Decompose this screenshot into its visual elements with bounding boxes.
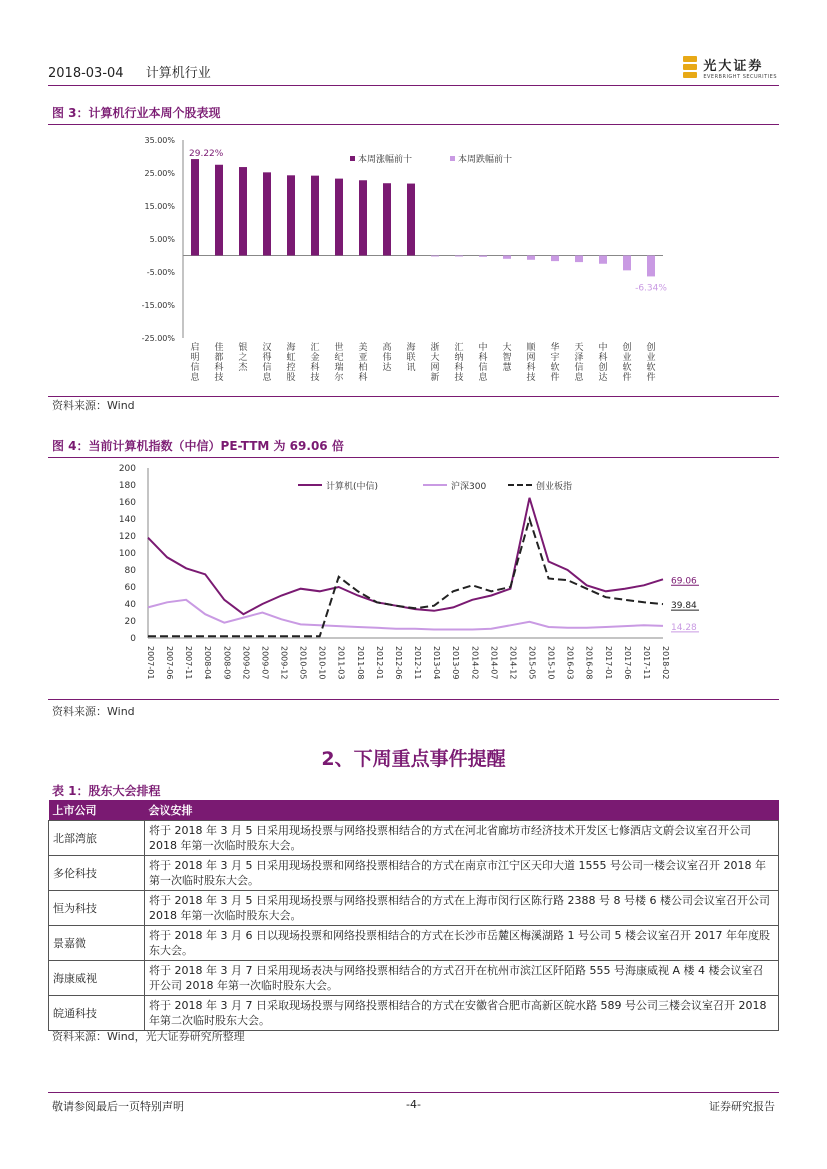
category-label-char: 业 — [646, 353, 656, 363]
category-label-char: 科 — [478, 353, 488, 363]
x-tick-label: 2009-07 — [260, 646, 270, 680]
bar — [407, 184, 415, 256]
bar — [455, 256, 463, 257]
y-tick-label: -15.00% — [141, 301, 175, 310]
category-label-char: 科 — [214, 363, 224, 373]
logo-icon — [683, 56, 697, 78]
x-tick-label: 2011-03 — [336, 646, 346, 680]
bar — [239, 167, 247, 255]
schedule-cell: 将于 2018 年 3 月 7 日采取现场投票与网络投票相结合的方式在安徽省合肥市高新区皖水路 589 号公司三楼会议室召开 2018 年第二次临时股东大会。 — [145, 996, 779, 1031]
x-tick-label: 2008-09 — [222, 646, 232, 680]
figure4-bottom-divider — [48, 699, 779, 700]
category-label-char: 纳 — [454, 353, 464, 363]
x-tick-label: 2012-11 — [413, 646, 423, 680]
category-label-char: 银 — [238, 343, 248, 353]
x-tick-label: 2017-01 — [603, 646, 613, 680]
x-tick-label: 2015-05 — [527, 646, 537, 680]
figure4-divider — [48, 457, 779, 458]
y-tick-label: -5.00% — [146, 268, 175, 277]
category-label-char: 之 — [238, 353, 248, 363]
table-row — [49, 996, 779, 1031]
category-label-char: 件 — [550, 373, 560, 383]
category-label-char: 泽 — [574, 353, 584, 363]
figure4-source: 资料来源：Wind — [52, 705, 135, 718]
x-tick-label: 2009-02 — [241, 646, 251, 680]
y-tick-label: 120 — [118, 532, 136, 542]
figure3-title: 图 3：计算机行业本周个股表现 — [52, 106, 221, 120]
series-line — [148, 498, 663, 614]
category-label-char: 大 — [430, 353, 440, 363]
category-label-char: 汇 — [310, 343, 320, 353]
bar — [263, 172, 271, 255]
legend-label: 计算机(中信) — [326, 482, 379, 492]
category-label-char: 宇 — [550, 353, 560, 363]
category-label-char: 海 — [286, 343, 296, 353]
x-tick-label: 2014-02 — [470, 646, 480, 680]
bar — [287, 175, 295, 255]
category-label-char: 佳 — [214, 343, 224, 353]
category-label-char: 天 — [574, 343, 584, 353]
x-tick-label: 2018-02 — [661, 646, 670, 680]
bar — [551, 256, 559, 262]
bar — [311, 176, 319, 256]
stock-performance-bar-chart — [48, 128, 779, 394]
y-tick-label: 140 — [118, 515, 136, 525]
legend-swatch — [350, 156, 355, 161]
table-header-row — [49, 800, 779, 821]
category-label-char: 中 — [598, 343, 608, 353]
x-tick-label: 2014-12 — [508, 646, 518, 680]
company-cell: 皖通科技 — [49, 996, 145, 1031]
pe-ttm-line-chart — [48, 460, 779, 698]
category-label-char: 得 — [262, 353, 272, 363]
column-header-schedule: 会议安排 — [145, 800, 779, 821]
category-label-char: 技 — [310, 373, 320, 383]
column-header-company: 上市公司 — [49, 800, 145, 821]
industry-name: 计算机行业 — [145, 66, 211, 81]
category-label-char: 业 — [622, 353, 632, 363]
category-label-char: 创 — [646, 343, 656, 353]
category-label-char: 顺 — [526, 343, 536, 353]
y-tick-label: 25.00% — [144, 169, 175, 178]
category-label-char: 科 — [358, 373, 368, 383]
legend-label: 创业板指 — [536, 482, 573, 492]
schedule-cell: 将于 2018 年 3 月 5 日采用现场投票与网络投票相结合的方式在河北省廊坊市经济技术开发区七修酒店文蔚会议室召开公司 2018 年第一次临时股东大会。 — [145, 821, 779, 856]
table-row — [49, 961, 779, 996]
legend-label: 本周涨幅前十 — [358, 155, 413, 165]
y-tick-label: 160 — [118, 498, 136, 508]
legend-label: 沪深300 — [451, 482, 487, 492]
x-tick-label: 2016-08 — [584, 646, 594, 680]
legend-label: 本周跌幅前十 — [458, 155, 513, 165]
bar — [359, 180, 367, 255]
schedule-cell: 将于 2018 年 3 月 5 日采用现场投票和网络投票相结合的方式在南京市江宁区天印大道 1555 号公司一楼会议室召开 2018 年第一次临时股东大会。 — [145, 856, 779, 891]
figure3-source: 资料来源：Wind — [52, 399, 135, 412]
y-tick-label: 0 — [130, 634, 136, 644]
category-label-char: 科 — [310, 363, 320, 373]
logo-name-en: EVERBRIGHT SECURITIES — [703, 73, 777, 80]
bar — [503, 256, 511, 259]
bar — [599, 256, 607, 264]
y-tick-label: 100 — [118, 549, 136, 559]
category-label-char: 新 — [430, 373, 440, 383]
y-tick-label: 15.00% — [144, 202, 175, 211]
category-label-char: 汇 — [454, 343, 464, 353]
category-label-char: 瑞 — [334, 363, 344, 373]
series-line — [148, 519, 663, 636]
category-label-char: 网 — [430, 363, 440, 373]
table1-source: 资料来源：Wind，光大证券研究所整理 — [52, 1030, 245, 1043]
category-label-char: 软 — [622, 363, 632, 373]
header-info — [48, 62, 229, 81]
category-label-char: 纪 — [334, 353, 344, 363]
category-label-char: 信 — [478, 363, 488, 373]
category-label-char: 伟 — [382, 353, 392, 363]
y-tick-label: 60 — [124, 583, 136, 593]
category-label-char: 中 — [478, 343, 488, 353]
series-line — [148, 600, 663, 630]
x-tick-label: 2011-08 — [355, 646, 365, 680]
bar — [383, 183, 391, 255]
category-label-char: 高 — [382, 343, 392, 353]
bar — [527, 256, 535, 260]
x-tick-label: 2008-04 — [203, 646, 213, 680]
y-tick-label: 20 — [124, 617, 136, 627]
company-cell: 北部湾旅 — [49, 821, 145, 856]
shareholder-meeting-table — [48, 800, 779, 1031]
category-label-char: 世 — [334, 343, 344, 353]
data-label-max: 29.22% — [189, 149, 224, 160]
category-label-char: 信 — [190, 363, 200, 373]
x-tick-label: 2014-07 — [489, 646, 499, 680]
y-tick-label: 80 — [124, 566, 136, 576]
category-label-char: 海 — [406, 343, 416, 353]
figure3-bottom-divider — [48, 396, 779, 397]
end-value-label: 14.28 — [671, 622, 697, 633]
y-tick-label: 200 — [118, 464, 136, 474]
legend-swatch — [450, 156, 455, 161]
category-label-char: 技 — [526, 373, 536, 383]
category-label-char: 息 — [262, 373, 272, 383]
company-cell: 海康威视 — [49, 961, 145, 996]
category-label-char: 创 — [598, 363, 608, 373]
company-logo — [683, 54, 777, 80]
x-tick-label: 2010-05 — [298, 646, 308, 680]
category-label-char: 科 — [598, 353, 608, 363]
bar — [191, 159, 199, 255]
company-cell: 多伦科技 — [49, 856, 145, 891]
figure3-divider — [48, 124, 779, 125]
page-header — [48, 54, 779, 86]
y-tick-label: -25.00% — [141, 334, 175, 343]
category-label-char: 汉 — [262, 343, 272, 353]
category-label-char: 柏 — [358, 363, 368, 373]
x-tick-label: 2012-06 — [393, 646, 403, 680]
bar — [335, 179, 343, 256]
bar — [479, 256, 487, 257]
category-label-char: 科 — [526, 363, 536, 373]
schedule-cell: 将于 2018 年 3 月 7 日采用现场表决与网络投票相结合的方式召开在杭州市滨江区阡陌路 555 号海康威视 A 楼 4 楼会议室召开公司 2018 年第一次临时股东大会。 — [145, 961, 779, 996]
x-tick-label: 2007-06 — [165, 646, 175, 680]
category-label-char: 华 — [550, 343, 560, 353]
category-label-char: 股 — [286, 373, 296, 383]
category-label-char: 大 — [502, 343, 512, 353]
x-tick-label: 2017-11 — [641, 646, 651, 680]
category-label-char: 达 — [382, 363, 392, 373]
category-label-char: 创 — [622, 343, 632, 353]
category-label-char: 金 — [310, 353, 320, 363]
category-label-char: 息 — [478, 373, 488, 383]
category-label-char: 联 — [406, 353, 416, 363]
x-tick-label: 2009-12 — [279, 646, 289, 680]
category-label-char: 浙 — [430, 343, 440, 353]
category-label-char: 信 — [574, 363, 584, 373]
table1-title: 表 1：股东大会排程 — [52, 784, 161, 798]
x-tick-label: 2007-01 — [146, 646, 155, 680]
schedule-cell: 将于 2018 年 3 月 6 日以现场投票和网络投票相结合的方式在长沙市岳麓区梅溪湖路 1 号公司 5 楼会议室召开 2017 年年度股东大会。 — [145, 926, 779, 961]
section-title: 2、下周重点事件提醒 — [321, 748, 506, 770]
bar — [623, 256, 631, 271]
category-label-char: 网 — [526, 353, 536, 363]
company-cell: 景嘉微 — [49, 926, 145, 961]
category-label-char: 讯 — [406, 363, 416, 373]
y-tick-label: 5.00% — [149, 235, 175, 244]
category-label-char: 件 — [646, 373, 656, 383]
category-label-char: 控 — [286, 363, 296, 373]
category-label-char: 慧 — [502, 363, 512, 373]
category-label-char: 软 — [646, 363, 656, 373]
category-label-char: 尔 — [334, 373, 344, 383]
page-number: -4- — [406, 1098, 421, 1111]
table-row — [49, 821, 779, 856]
end-value-label: 39.84 — [671, 601, 697, 612]
bar — [215, 165, 223, 256]
x-tick-label: 2017-06 — [622, 646, 632, 680]
footer-report-type: 证券研究报告 — [709, 1100, 775, 1113]
category-label-char: 杰 — [238, 363, 248, 373]
data-label-min: -6.34% — [635, 283, 667, 294]
page-footer — [48, 1092, 779, 1116]
category-label-char: 启 — [190, 343, 200, 353]
end-value-label: 69.06 — [671, 576, 697, 587]
category-label-char: 件 — [622, 373, 632, 383]
schedule-cell: 将于 2018 年 3 月 5 日采用现场投票与网络投票相结合的方式在上海市闵行区陈行路 2388 号 8 号楼 6 楼公司会议室召开公司 2018 年第一次临时股东大会。 — [145, 891, 779, 926]
bar — [647, 256, 655, 277]
x-tick-label: 2013-04 — [432, 646, 442, 680]
x-tick-label: 2013-09 — [451, 646, 461, 680]
bar — [575, 256, 583, 263]
category-label-char: 息 — [574, 373, 584, 383]
category-label-char: 虹 — [286, 353, 296, 363]
company-cell: 恒为科技 — [49, 891, 145, 926]
x-tick-label: 2016-03 — [565, 646, 575, 680]
category-label-char: 软 — [550, 363, 560, 373]
y-tick-label: 40 — [124, 600, 136, 610]
category-label-char: 技 — [214, 373, 224, 383]
category-label-char: 美 — [358, 343, 368, 353]
category-label-char: 技 — [454, 373, 464, 383]
y-tick-label: 180 — [118, 481, 136, 491]
category-label-char: 信 — [262, 363, 272, 373]
category-label-char: 达 — [598, 373, 608, 383]
category-label-char: 科 — [454, 363, 464, 373]
y-tick-label: 35.00% — [144, 136, 175, 145]
logo-name-cn: 光大证券 — [703, 58, 764, 74]
category-label-char: 智 — [502, 353, 512, 363]
table-row — [49, 891, 779, 926]
table-row — [49, 926, 779, 961]
category-label-char: 都 — [214, 353, 224, 363]
x-tick-label: 2012-01 — [374, 646, 384, 680]
category-label-char: 亚 — [358, 353, 368, 363]
category-label-char: 明 — [190, 353, 200, 363]
category-label-char: 息 — [190, 373, 200, 383]
table-row — [49, 856, 779, 891]
figure4-title: 图 4：当前计算机指数（中信）PE-TTM 为 69.06 倍 — [52, 439, 344, 453]
footer-disclaimer: 敬请参阅最后一页特别声明 — [52, 1100, 184, 1113]
report-date: 2018-03-04 — [48, 66, 124, 81]
x-tick-label: 2007-11 — [184, 646, 194, 680]
x-tick-label: 2015-10 — [546, 646, 556, 680]
x-tick-label: 2010-10 — [317, 646, 327, 680]
bar — [431, 256, 439, 257]
